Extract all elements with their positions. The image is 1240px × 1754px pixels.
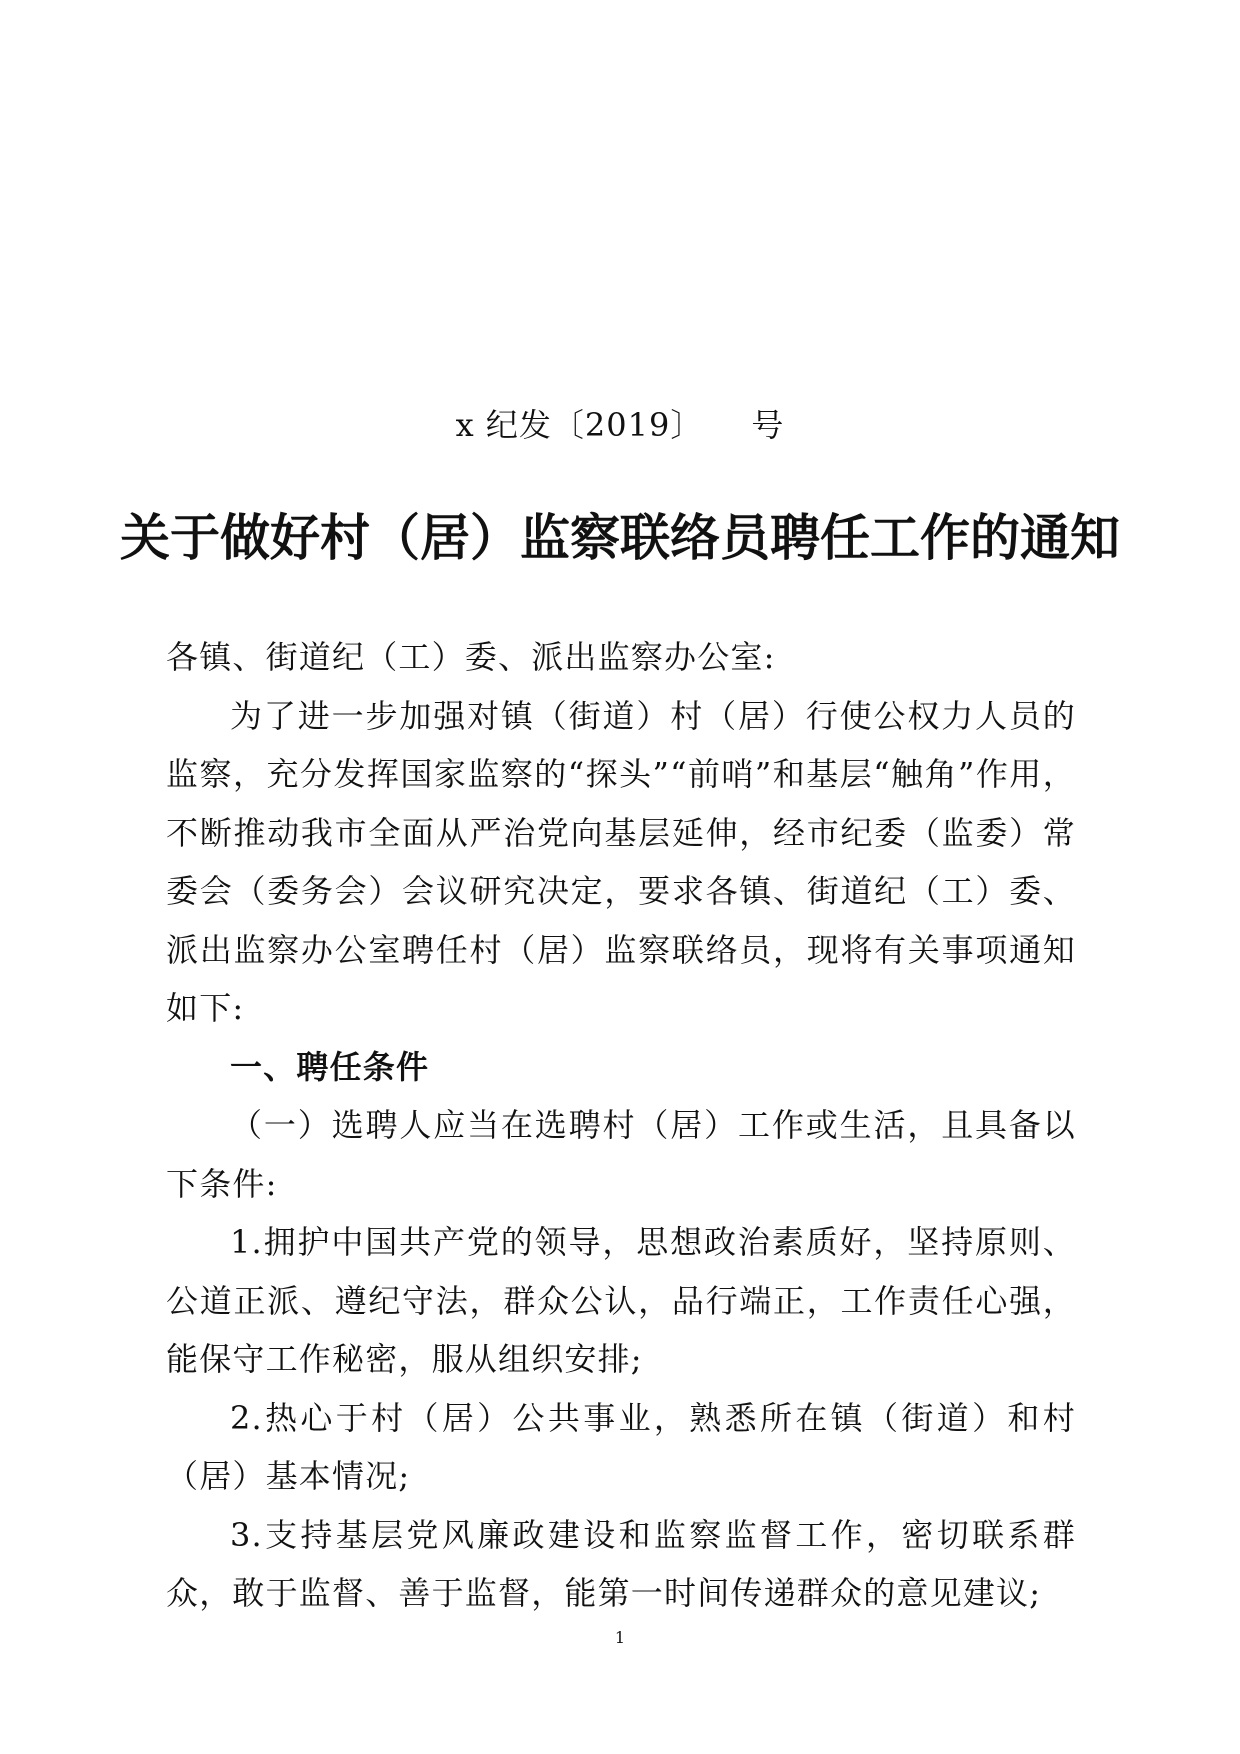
subsection-1: （一）选聘人应当在选聘村（居）工作或生活，且具备以下条件: — [166, 1106, 1076, 1203]
document-title: 关于做好村（居）监察联络员聘任工作的通知 — [120, 508, 1120, 567]
document-number — [0, 400, 1240, 446]
condition-item-2: 2.热心于村（居）公共事业，熟悉所在镇（街道）和村（居）基本情况; — [166, 1398, 1076, 1495]
condition-item-3: 3.支持基层党风廉政建设和监察监督工作，密切联系群众，敢于监督、善于监督，能第一时间传递群众的意见建议; — [166, 1515, 1076, 1612]
document-number-suffix: 号 — [751, 406, 785, 444]
page-number: 1 — [614, 1628, 626, 1647]
section-heading-1: 一、聘任条件 — [230, 1047, 430, 1086]
document-body — [166, 628, 1076, 1623]
salutation: 各镇、街道纪（工）委、派出监察办公室: — [166, 638, 776, 676]
intro-paragraph: 为了进一步加强对镇（街道）村（居）行使公权力人员的监察，充分发挥国家监察的“探头”“前哨”和基层“触角”作用，不断推动我市全面从严治党向基层延伸，经市纪委（监委）常委会（委务会）会议研究决定，要求各镇、街道纪（工）委、派出监察办公室聘任村（居）监察联络员，现将有关事项通知如下: — [166, 696, 1076, 1027]
document-number-prefix: x 纪发〔2019〕 — [455, 406, 704, 444]
condition-item-1: 1.拥护中国共产党的领导，思想政治素质好，坚持原则、公道正派、遵纪守法，群众公认，品行端正，工作责任心强，能保守工作秘密，服从组织安排; — [166, 1223, 1076, 1378]
